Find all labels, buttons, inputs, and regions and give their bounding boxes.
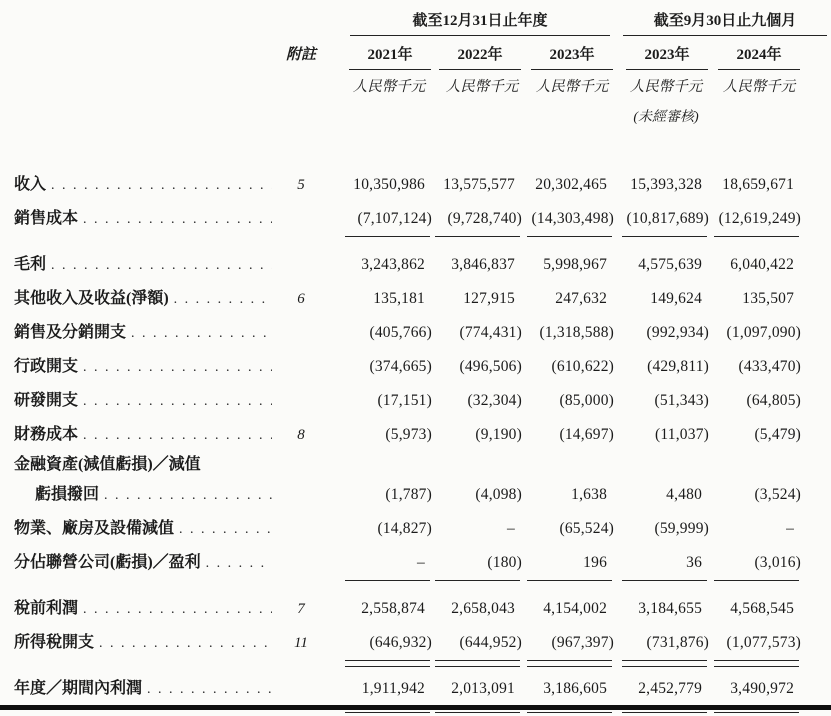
dot-leader xyxy=(83,426,272,442)
row-label xyxy=(14,280,282,314)
year-header-cell xyxy=(614,36,709,70)
row-label-text: 銷售成本 xyxy=(14,210,79,227)
table-row xyxy=(14,348,801,382)
amount-cell: 149,624 xyxy=(650,290,703,307)
amount-cell: (65,524) xyxy=(559,520,615,537)
year-header-row xyxy=(14,36,801,70)
row-label xyxy=(14,670,282,704)
amount-cell: (4,098) xyxy=(475,486,522,503)
empty-cell xyxy=(282,70,320,100)
rule-cell xyxy=(320,658,432,670)
empty-cell xyxy=(282,6,320,36)
note-ref xyxy=(282,382,320,416)
row-label-text: 分佔聯營公司(虧損)／盈利 xyxy=(14,554,201,571)
currency-unit-cell xyxy=(709,70,801,100)
row-label xyxy=(14,382,282,416)
amount-cell: 3,184,655 xyxy=(638,600,703,617)
income-statement-table xyxy=(14,6,801,716)
row-label-text: 行政開支 xyxy=(14,358,79,375)
amount-cell: 5,998,967 xyxy=(543,256,608,273)
amount-cell: (32,304) xyxy=(467,392,522,409)
amount-cell: (12,619,249) xyxy=(718,210,802,227)
empty-cell xyxy=(14,36,282,70)
single-rule xyxy=(345,580,430,581)
row-label-text: 物業、廠房及設備減值 xyxy=(14,520,175,537)
amount-cell: (1,077,573) xyxy=(726,634,802,651)
period-group-title-annual: 截至12月31日止年度 xyxy=(350,9,610,36)
amount-cell: – xyxy=(417,554,425,571)
amount-cell: (731,876) xyxy=(646,634,710,651)
amount-cell: (644,952) xyxy=(459,634,522,651)
amount-cell: (5,479) xyxy=(754,426,802,443)
single-rule xyxy=(345,236,430,237)
table-row xyxy=(14,246,801,280)
row-label xyxy=(14,166,282,200)
row-label xyxy=(14,450,282,480)
amount-cell: (1,318,588) xyxy=(539,324,615,341)
year-header-cell xyxy=(320,36,432,70)
amount-cell: 18,659,671 xyxy=(722,176,795,193)
amount-cell: 13,575,577 xyxy=(443,176,515,193)
row-label-wrap xyxy=(14,481,282,504)
currency-unit-cell xyxy=(432,70,522,100)
table-row xyxy=(14,510,801,544)
amount-cell: 4,480 xyxy=(666,486,703,503)
empty-cell xyxy=(282,100,320,126)
row-label-text: 研發開支 xyxy=(14,392,79,409)
single-rule xyxy=(714,580,799,581)
row-label xyxy=(14,480,282,510)
currency-unit-cell xyxy=(320,70,432,100)
empty-cell xyxy=(709,100,801,126)
amount-cell: (59,999) xyxy=(654,520,710,537)
year-header-cell xyxy=(432,36,522,70)
amount-cell: 135,181 xyxy=(373,290,425,307)
rule-cell xyxy=(709,578,801,590)
period-group-header-row xyxy=(14,6,801,36)
table-body xyxy=(14,166,801,716)
dot-leader xyxy=(179,520,272,536)
currency-unit-cell xyxy=(522,70,614,100)
dot-leader xyxy=(83,600,272,616)
row-label xyxy=(14,544,282,578)
dot-leader xyxy=(131,324,272,340)
empty-cell xyxy=(432,100,522,126)
row-label xyxy=(14,416,282,450)
amount-cell: 2,658,043 xyxy=(451,600,515,617)
row-label-wrap xyxy=(14,421,282,444)
amount-cell: (3,016) xyxy=(754,554,802,571)
amount-cell: (374,665) xyxy=(369,358,432,375)
amount-cell: 20,302,465 xyxy=(535,176,608,193)
year-header-2022: 2022年 xyxy=(439,43,521,70)
amount-cell: (967,397) xyxy=(551,634,615,651)
row-label-wrap xyxy=(14,205,282,228)
note-ref xyxy=(282,200,320,234)
row-label-text: 財務成本 xyxy=(14,426,79,443)
table-row xyxy=(14,314,801,348)
rule-row xyxy=(14,658,801,670)
note-ref xyxy=(282,670,320,704)
amount-cell: (10,817,689) xyxy=(626,210,710,227)
empty-cell xyxy=(14,6,282,36)
rule-cell xyxy=(432,658,522,670)
row-label-wrap xyxy=(14,171,282,194)
currency-unit-label: 人民幣千元 xyxy=(352,79,426,95)
empty-cell xyxy=(14,100,282,126)
amount-cell: (992,934) xyxy=(646,324,710,341)
dot-leader xyxy=(51,176,272,192)
table-row xyxy=(14,544,801,578)
amount-cell: (9,190) xyxy=(475,426,522,443)
amount-cell: 247,632 xyxy=(555,290,608,307)
dot-leader xyxy=(104,486,272,502)
amount-cell: (405,766) xyxy=(369,324,432,341)
note-ref xyxy=(282,544,320,578)
empty-cell xyxy=(14,234,282,246)
amount-cell: (11,037) xyxy=(655,426,710,443)
header-body-spacer xyxy=(14,126,801,166)
amount-cell: 15,393,328 xyxy=(630,176,703,193)
empty-cell xyxy=(282,234,320,246)
double-rule xyxy=(435,660,520,667)
amount-cell: 2,452,779 xyxy=(638,680,703,697)
rule-cell xyxy=(614,578,709,590)
unaudited-note-label: (未經審核) xyxy=(633,110,699,125)
amount-cell: 3,846,837 xyxy=(451,256,515,273)
row-label-wrap xyxy=(14,595,282,618)
row-label xyxy=(14,314,282,348)
single-rule xyxy=(527,580,612,581)
empty-cell xyxy=(522,100,614,126)
double-rule xyxy=(714,660,799,667)
single-rule xyxy=(435,580,520,581)
empty-cell xyxy=(282,450,801,480)
row-label xyxy=(14,348,282,382)
currency-unit-label: 人民幣千元 xyxy=(629,79,703,95)
period-group-cell-annual xyxy=(320,6,614,36)
amount-cell: – xyxy=(786,520,795,537)
rule-cell xyxy=(320,578,432,590)
amount-cell: 1,911,942 xyxy=(361,680,425,697)
amount-cell: 4,568,545 xyxy=(730,600,795,617)
dot-leader xyxy=(83,392,272,408)
double-rule xyxy=(527,660,612,667)
row-label-text: 收入 xyxy=(14,176,47,193)
row-label xyxy=(14,200,282,234)
row-label-wrap xyxy=(14,549,282,572)
table-row xyxy=(14,480,801,510)
note-ref: 5 xyxy=(297,177,305,193)
amount-cell: (7,107,124) xyxy=(357,210,432,227)
amount-cell: (5,973) xyxy=(385,426,432,443)
amount-cell: (14,697) xyxy=(559,426,615,443)
single-rule xyxy=(622,580,707,581)
table-row xyxy=(14,280,801,314)
amount-cell: (1,097,090) xyxy=(726,324,802,341)
year-header-2023-9m: 2023年 xyxy=(626,43,708,70)
currency-unit-label: 人民幣千元 xyxy=(535,79,609,95)
row-label xyxy=(14,510,282,544)
year-header-2021: 2021年 xyxy=(349,43,431,70)
row-label-text: 金融資產(減值虧損)／減值 xyxy=(14,456,201,473)
amount-cell: (496,506) xyxy=(459,358,522,375)
notes-column-header-cell xyxy=(282,36,320,70)
amount-cell: (774,431) xyxy=(459,324,522,341)
rule-cell xyxy=(709,658,801,670)
rule-cell xyxy=(432,234,522,246)
dot-leader xyxy=(147,680,272,696)
amount-cell: 4,154,002 xyxy=(543,600,608,617)
amount-cell: 1,638 xyxy=(571,486,608,503)
amount-cell: 10,350,986 xyxy=(353,176,425,193)
amount-cell: (610,622) xyxy=(551,358,615,375)
rule-cell xyxy=(432,578,522,590)
rule-cell xyxy=(320,234,432,246)
table-row xyxy=(14,382,801,416)
amount-cell: (51,343) xyxy=(654,392,710,409)
row-label-text: 所得稅開支 xyxy=(14,634,95,651)
page-bottom-edge xyxy=(0,705,831,710)
dot-leader xyxy=(51,256,272,272)
row-label-wrap xyxy=(14,251,282,274)
empty-cell xyxy=(14,70,282,100)
unaudited-note-cell xyxy=(614,100,709,126)
table-row xyxy=(14,200,801,234)
note-ref xyxy=(282,314,320,348)
table-row xyxy=(14,590,801,624)
notes-column-header: 附註 xyxy=(285,47,316,63)
amount-cell: (9,728,740) xyxy=(447,210,522,227)
rule-cell xyxy=(614,658,709,670)
amount-cell: (646,932) xyxy=(369,634,432,651)
single-rule xyxy=(527,236,612,237)
row-label-wrap xyxy=(14,675,282,698)
table-row xyxy=(14,166,801,200)
rule-row xyxy=(14,578,801,590)
amount-cell: (3,524) xyxy=(754,486,802,503)
amount-cell: (85,000) xyxy=(559,392,615,409)
note-ref xyxy=(282,510,320,544)
note-ref: 7 xyxy=(297,601,305,617)
note-ref: 8 xyxy=(297,427,305,443)
currency-unit-cell xyxy=(614,70,709,100)
table-row xyxy=(14,416,801,450)
amount-cell: 135,507 xyxy=(742,290,795,307)
amount-cell: 2,013,091 xyxy=(451,680,515,697)
currency-unit-row xyxy=(14,70,801,100)
row-label-wrap xyxy=(14,319,282,342)
double-rule xyxy=(622,660,707,667)
row-label-wrap xyxy=(14,629,282,652)
empty-cell xyxy=(282,658,320,670)
row-label xyxy=(14,624,282,658)
amount-cell: 127,915 xyxy=(463,290,515,307)
row-label-wrap xyxy=(14,285,282,308)
amount-cell: (1,787) xyxy=(385,486,432,503)
amount-cell: 6,040,422 xyxy=(730,256,795,273)
amount-cell: (433,470) xyxy=(738,358,802,375)
amount-cell: – xyxy=(507,520,515,537)
rule-cell xyxy=(522,658,614,670)
amount-cell: 3,243,862 xyxy=(361,256,425,273)
period-group-cell-ninemonth xyxy=(614,6,801,36)
double-rule xyxy=(345,660,430,667)
note-ref xyxy=(282,246,320,280)
amount-cell: (14,303,498) xyxy=(531,210,615,227)
amount-cell: (14,827) xyxy=(377,520,432,537)
empty-cell xyxy=(14,578,282,590)
row-label-text: 虧損撥回 xyxy=(35,486,100,503)
rule-cell xyxy=(614,234,709,246)
amount-cell: (17,151) xyxy=(377,392,432,409)
empty-cell xyxy=(320,100,432,126)
amount-cell: 3,490,972 xyxy=(730,680,795,697)
amount-cell: (64,805) xyxy=(746,392,802,409)
dot-leader xyxy=(174,290,272,306)
currency-unit-label: 人民幣千元 xyxy=(722,79,796,95)
amount-cell: 2,558,874 xyxy=(361,600,425,617)
table-row xyxy=(14,670,801,704)
row-label-wrap xyxy=(14,353,282,376)
row-label-wrap xyxy=(14,515,282,538)
dot-leader xyxy=(206,554,272,570)
single-rule xyxy=(435,236,520,237)
currency-unit-label: 人民幣千元 xyxy=(445,79,519,95)
note-ref: 11 xyxy=(294,635,308,651)
amount-cell: 3,186,605 xyxy=(543,680,608,697)
rule-cell xyxy=(522,234,614,246)
table-row xyxy=(14,450,801,480)
dot-leader xyxy=(83,210,272,226)
financial-statement-page xyxy=(0,6,831,715)
amount-cell: 4,575,639 xyxy=(638,256,703,273)
row-label-wrap xyxy=(14,451,282,474)
single-rule xyxy=(622,236,707,237)
rule-cell xyxy=(709,234,801,246)
row-label-wrap xyxy=(14,387,282,410)
empty-cell xyxy=(14,658,282,670)
year-header-cell xyxy=(522,36,614,70)
amount-cell: (180) xyxy=(487,554,522,571)
note-ref: 6 xyxy=(297,291,305,307)
note-ref xyxy=(282,348,320,382)
row-label xyxy=(14,246,282,280)
row-label-text: 稅前利潤 xyxy=(14,600,79,617)
row-label-text: 銷售及分銷開支 xyxy=(14,324,127,341)
amount-cell: (429,811) xyxy=(647,358,710,375)
amount-cell: 36 xyxy=(686,554,703,571)
amount-cell: 196 xyxy=(583,554,608,571)
empty-cell xyxy=(282,578,320,590)
rule-cell xyxy=(522,578,614,590)
single-rule xyxy=(714,236,799,237)
year-header-2024-9m: 2024年 xyxy=(718,43,800,70)
year-header-cell xyxy=(709,36,801,70)
row-label-text: 其他收入及收益(淨額) xyxy=(14,290,169,307)
period-group-title-ninemonth: 截至9月30日止九個月 xyxy=(623,9,827,36)
dot-leader xyxy=(83,358,272,374)
rule-row xyxy=(14,234,801,246)
note-ref xyxy=(282,480,320,510)
row-label xyxy=(14,590,282,624)
row-label-text: 年度／期間內利潤 xyxy=(14,680,143,697)
dot-leader xyxy=(99,634,272,650)
unaudited-note-row xyxy=(14,100,801,126)
row-label-text: 毛利 xyxy=(14,256,47,273)
table-row xyxy=(14,624,801,658)
year-header-2023: 2023年 xyxy=(531,43,613,70)
